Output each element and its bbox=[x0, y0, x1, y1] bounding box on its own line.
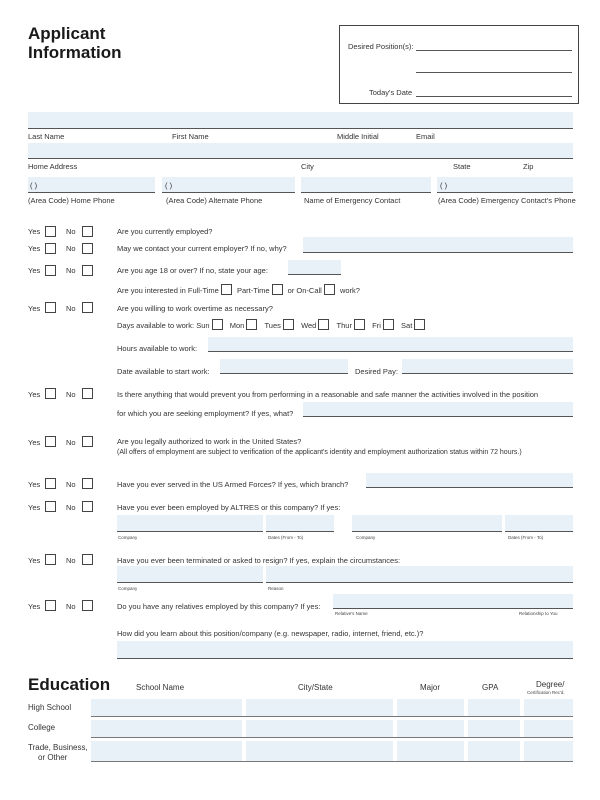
email-label: Email bbox=[416, 132, 435, 141]
desired-pay-field[interactable] bbox=[402, 359, 573, 373]
divider bbox=[28, 128, 573, 129]
emergency-phone-label: (Area Code) Emergency Contact's Phone bbox=[438, 196, 576, 205]
no-checkbox[interactable] bbox=[82, 501, 93, 512]
desired-position-field-1[interactable] bbox=[416, 50, 572, 51]
college-city-field[interactable] bbox=[246, 720, 393, 737]
question-authorized-2: (All offers of employment are subject to verification of the applicant's identity and employment authorization status within 72 hours.) bbox=[117, 449, 522, 456]
reason-label: Reason bbox=[268, 586, 284, 591]
college-school-field[interactable] bbox=[91, 720, 242, 737]
no-label: No bbox=[66, 390, 76, 399]
divider bbox=[117, 658, 573, 659]
alternate-phone-label: (Area Code) Alternate Phone bbox=[166, 196, 263, 205]
todays-date-field[interactable] bbox=[416, 96, 572, 97]
question-terminated: Have you ever been terminated or asked to resign? If yes, explain the circumstances: bbox=[117, 556, 401, 565]
emergency-contact-field[interactable] bbox=[301, 177, 431, 192]
desired-pay-label: Desired Pay: bbox=[355, 367, 398, 376]
learn-field[interactable] bbox=[117, 641, 573, 658]
divider bbox=[208, 351, 573, 352]
zip-label: Zip bbox=[523, 162, 534, 171]
row-college: College bbox=[28, 723, 56, 732]
no-checkbox[interactable] bbox=[82, 600, 93, 611]
divider bbox=[28, 158, 573, 159]
divider bbox=[352, 531, 502, 532]
divider bbox=[28, 192, 155, 193]
branch-field[interactable] bbox=[366, 473, 573, 487]
trade-city-field[interactable] bbox=[246, 741, 393, 761]
yes-checkbox[interactable] bbox=[45, 388, 56, 399]
question-altres: Have you ever been employed by ALTRES or this company? If yes: bbox=[117, 503, 341, 512]
col-degree: Degree/ bbox=[536, 680, 565, 689]
days-available-line: Days available to work: Sun Mon Tues Wed Thur Fri Sat bbox=[117, 319, 428, 330]
divider bbox=[117, 582, 263, 583]
trade-gpa-field[interactable] bbox=[468, 741, 520, 761]
no-label: No bbox=[66, 556, 76, 565]
dates-label: Dates (From - To) bbox=[508, 535, 544, 540]
company-label: Company bbox=[118, 586, 138, 591]
on-call-checkbox[interactable] bbox=[324, 284, 335, 295]
no-checkbox[interactable] bbox=[82, 243, 93, 254]
question-contact-employer: May we contact your current employer? If no, why? bbox=[117, 244, 287, 253]
first-name-label: First Name bbox=[172, 132, 209, 141]
yes-label: Yes bbox=[28, 556, 41, 565]
no-label: No bbox=[66, 304, 76, 313]
company-field-1[interactable] bbox=[117, 515, 263, 531]
hs-major-field[interactable] bbox=[397, 699, 464, 716]
page-title: Applicant Information bbox=[28, 24, 122, 62]
row-trade-1: Trade, Business, bbox=[28, 743, 88, 752]
yes-checkbox[interactable] bbox=[45, 501, 56, 512]
yes-label: Yes bbox=[28, 390, 41, 399]
yes-checkbox[interactable] bbox=[45, 436, 56, 447]
start-date-field[interactable] bbox=[220, 359, 348, 373]
age-field[interactable] bbox=[288, 260, 341, 274]
question-authorized-1: Are you legally authorized to work in the United States? bbox=[117, 437, 302, 446]
no-label: No bbox=[66, 480, 76, 489]
divider bbox=[437, 192, 573, 193]
yes-label: Yes bbox=[28, 304, 41, 313]
question-relatives: Do you have any relatives employed by this company? If yes: bbox=[117, 602, 321, 611]
mon-checkbox[interactable] bbox=[246, 319, 257, 330]
yes-label: Yes bbox=[28, 244, 41, 253]
divider bbox=[91, 761, 573, 762]
row-high-school: High School bbox=[28, 703, 72, 712]
col-degree-sub: Certification Rec'd. bbox=[527, 690, 565, 695]
no-checkbox[interactable] bbox=[82, 265, 93, 276]
sun-checkbox[interactable] bbox=[212, 319, 223, 330]
yes-checkbox[interactable] bbox=[45, 265, 56, 276]
yes-checkbox[interactable] bbox=[45, 600, 56, 611]
question-employed: Are you currently employed? bbox=[117, 227, 213, 236]
yes-label: Yes bbox=[28, 227, 41, 236]
yes-checkbox[interactable] bbox=[45, 302, 56, 313]
relatives-name-label: Relative's Name bbox=[335, 611, 368, 616]
question-prevent-1: Is there anything that would prevent you from performing in a reasonable and safe manner the activities involved in the position bbox=[117, 390, 539, 399]
tues-checkbox[interactable] bbox=[283, 319, 294, 330]
desired-position-label: Desired Position(s): bbox=[348, 42, 414, 51]
part-time-checkbox[interactable] bbox=[272, 284, 283, 295]
trade-degree-field[interactable] bbox=[524, 741, 573, 761]
paren-hint: ( ) bbox=[440, 181, 448, 190]
divider bbox=[162, 192, 295, 193]
college-major-field[interactable] bbox=[397, 720, 464, 737]
yes-label: Yes bbox=[28, 266, 41, 275]
education-title: Education bbox=[28, 675, 111, 694]
dates-field-1[interactable] bbox=[266, 515, 334, 531]
divider bbox=[91, 716, 573, 717]
no-checkbox[interactable] bbox=[82, 554, 93, 565]
row-trade-2: or Other bbox=[38, 753, 68, 762]
question-armed-forces: Have you ever served in the US Armed Forces? If yes, which branch? bbox=[117, 480, 349, 489]
college-gpa-field[interactable] bbox=[468, 720, 520, 737]
full-time-checkbox[interactable] bbox=[221, 284, 232, 295]
no-label: No bbox=[66, 266, 76, 275]
yes-checkbox[interactable] bbox=[45, 554, 56, 565]
no-label: No bbox=[66, 438, 76, 447]
address-field[interactable] bbox=[28, 143, 573, 158]
col-major: Major bbox=[420, 683, 441, 692]
no-label: No bbox=[66, 602, 76, 611]
dates-label: Dates (From - To) bbox=[268, 535, 304, 540]
divider bbox=[301, 192, 431, 193]
question-age: Are you age 18 or over? If no, state your age: bbox=[117, 266, 268, 275]
hs-gpa-field[interactable] bbox=[468, 699, 520, 716]
paren-hint: ( ) bbox=[30, 181, 38, 190]
todays-date-label: Today's Date bbox=[369, 88, 413, 97]
question-prevent-2: for which you are seeking employment? If yes, what? bbox=[117, 409, 294, 418]
no-checkbox[interactable] bbox=[82, 478, 93, 489]
fri-checkbox[interactable] bbox=[383, 319, 394, 330]
position-box bbox=[339, 25, 579, 104]
no-label: No bbox=[66, 503, 76, 512]
terminated-reason-field[interactable] bbox=[266, 566, 573, 582]
sat-checkbox[interactable] bbox=[414, 319, 425, 330]
emergency-contact-label: Name of Emergency Contact bbox=[304, 196, 401, 205]
divider bbox=[366, 487, 573, 488]
yes-label: Yes bbox=[28, 602, 41, 611]
divider bbox=[91, 737, 573, 738]
middle-initial-label: Middle Initial bbox=[337, 132, 379, 141]
divider bbox=[266, 582, 573, 583]
col-school-name: School Name bbox=[136, 683, 185, 692]
divider bbox=[333, 608, 573, 609]
emergency-phone-field[interactable] bbox=[437, 177, 573, 192]
divider bbox=[117, 531, 263, 532]
dates-field-2[interactable] bbox=[505, 515, 573, 531]
alternate-phone-field[interactable] bbox=[162, 177, 295, 192]
company-field-2[interactable] bbox=[352, 515, 502, 531]
trade-school-field[interactable] bbox=[91, 741, 242, 761]
home-phone-label: (Area Code) Home Phone bbox=[28, 196, 115, 205]
no-checkbox[interactable] bbox=[82, 226, 93, 237]
trade-major-field[interactable] bbox=[397, 741, 464, 761]
relationship-label: Relationship to You bbox=[519, 611, 558, 616]
no-checkbox[interactable] bbox=[82, 388, 93, 399]
divider bbox=[220, 373, 348, 374]
terminated-company-field[interactable] bbox=[117, 566, 263, 582]
hours-field[interactable] bbox=[208, 337, 573, 351]
no-label: No bbox=[66, 227, 76, 236]
start-date-label: Date available to start work: bbox=[117, 367, 210, 376]
divider bbox=[288, 274, 341, 275]
yes-label: Yes bbox=[28, 438, 41, 447]
yes-label: Yes bbox=[28, 480, 41, 489]
yes-label: Yes bbox=[28, 503, 41, 512]
interest-line: Are you interested in Full-Time Part-Time or On-Call work? bbox=[117, 286, 360, 295]
home-phone-field[interactable] bbox=[28, 177, 155, 192]
yes-checkbox[interactable] bbox=[45, 243, 56, 254]
hs-degree-field[interactable] bbox=[524, 699, 573, 716]
last-name-label: Last Name bbox=[28, 132, 65, 141]
city-label: City bbox=[301, 162, 314, 171]
no-checkbox[interactable] bbox=[82, 302, 93, 313]
yes-checkbox[interactable] bbox=[45, 226, 56, 237]
yes-checkbox[interactable] bbox=[45, 478, 56, 489]
divider bbox=[303, 252, 573, 253]
thur-checkbox[interactable] bbox=[354, 319, 365, 330]
no-checkbox[interactable] bbox=[82, 436, 93, 447]
relatives-field[interactable] bbox=[333, 594, 573, 608]
no-label: No bbox=[66, 244, 76, 253]
divider bbox=[303, 416, 573, 417]
question-learn: How did you learn about this position/company (e.g. newspaper, radio, internet, friend, etc.)? bbox=[117, 629, 424, 638]
prevent-field[interactable] bbox=[303, 402, 573, 416]
college-degree-field[interactable] bbox=[524, 720, 573, 737]
col-gpa: GPA bbox=[482, 683, 499, 692]
divider bbox=[505, 531, 573, 532]
company-label: Company bbox=[356, 535, 376, 540]
company-label: Company bbox=[118, 535, 138, 540]
name-field[interactable] bbox=[28, 112, 573, 128]
hours-label: Hours available to work: bbox=[117, 344, 198, 353]
contact-employer-field[interactable] bbox=[303, 237, 573, 252]
paren-hint: ( ) bbox=[165, 181, 173, 190]
divider bbox=[402, 373, 573, 374]
home-address-label: Home Address bbox=[28, 162, 78, 171]
hs-city-field[interactable] bbox=[246, 699, 393, 716]
col-city-state: City/State bbox=[298, 683, 333, 692]
hs-school-field[interactable] bbox=[91, 699, 242, 716]
state-label: State bbox=[453, 162, 471, 171]
desired-position-field-2[interactable] bbox=[416, 72, 572, 73]
question-overtime: Are you willing to work overtime as necessary? bbox=[117, 304, 273, 313]
wed-checkbox[interactable] bbox=[318, 319, 329, 330]
divider bbox=[266, 531, 334, 532]
